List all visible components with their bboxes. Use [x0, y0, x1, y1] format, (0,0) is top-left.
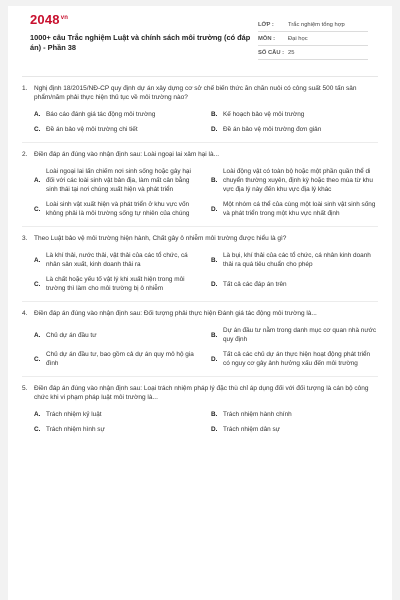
option-c[interactable]: [34, 350, 201, 368]
option-letter: A.: [34, 331, 41, 339]
option-text: Chủ dự án đầu tư, bao gồm cả dự án quy mô hộ gia đình: [46, 351, 194, 367]
option-a[interactable]: [34, 251, 201, 269]
option-letter: A.: [34, 256, 41, 264]
meta-label: SỐ CÂU :: [258, 49, 285, 56]
option-grid: [34, 326, 378, 368]
option-b[interactable]: [211, 110, 378, 119]
option-d[interactable]: [211, 275, 378, 293]
header-divider: [22, 76, 378, 77]
option-letter: C.: [34, 280, 41, 288]
option-d[interactable]: [211, 125, 378, 134]
question-number: 5.: [22, 385, 28, 392]
meta-row-count: [258, 46, 368, 60]
question-list: [22, 84, 378, 442]
meta-value: Đại học: [288, 35, 308, 42]
option-letter: B.: [211, 177, 218, 184]
question-number: 2.: [22, 151, 28, 158]
option-text: Loài ngoại lai lấn chiếm nơi sinh sống hoặc gây hại đối với các loài sinh vật bản địa, làm mất cân bằng sinh thái tại nơi chúng xuất hiện và phát triển: [46, 168, 191, 193]
option-text: Kế hoạch bảo vệ môi trường: [223, 111, 305, 118]
question-text: Điền đáp án đúng vào nhận định sau: Đối tượng phải thực hiện Đánh giá tác động môi trường là...: [34, 310, 317, 317]
document-page: [8, 6, 392, 600]
option-text: Loài động vật có toàn bộ hoặc một phần quần thể di chuyển thường xuyên, định kỳ hoặc theo mùa từ khu vực địa lý này đến khu vực địa lý khác: [223, 168, 373, 193]
logo-suffix: vn: [60, 14, 69, 21]
site-logo[interactable]: $2048^{vn}$: [30, 12, 69, 27]
option-text: Đề án bảo vệ môi trường chi tiết: [46, 126, 138, 133]
option-text: Trách nhiệm kỷ luật: [46, 411, 102, 418]
question-number: 1.: [22, 85, 28, 92]
option-letter: A.: [34, 177, 41, 184]
question-text: Điền đáp án đúng vào nhận định sau: Loại trách nhiệm pháp lý đặc thù chỉ áp dụng đối với đối tượng là cán bộ công chức khi vi phạm pháp luật môi trường là...: [34, 385, 369, 401]
option-letter: C.: [34, 355, 41, 363]
question-divider: [22, 301, 378, 302]
option-letter: B.: [211, 331, 218, 339]
option-a[interactable]: [34, 167, 201, 194]
question-number: 4.: [22, 310, 28, 317]
option-a[interactable]: [34, 326, 201, 344]
option-b[interactable]: [211, 410, 378, 419]
option-d[interactable]: [211, 200, 378, 218]
question-number: 3.: [22, 235, 28, 242]
meta-value: 25: [288, 49, 295, 56]
option-text: Loài sinh vật xuất hiện và phát triển ở khu vực vốn không phải là môi trường sống tự nhiên của chúng: [46, 201, 190, 217]
option-letter: D.: [211, 355, 218, 363]
question-divider: [22, 376, 378, 377]
meta-label: LỚP :: [258, 21, 274, 28]
option-b[interactable]: [211, 251, 378, 269]
option-letter: C.: [34, 205, 41, 213]
option-letter: C.: [34, 126, 41, 133]
option-text: Trách nhiệm hành chính: [223, 411, 292, 418]
option-letter: A.: [34, 411, 41, 418]
question-divider: [22, 226, 378, 227]
option-text: Tất cả các chủ dự án thực hiện hoạt động phát triển có nguy cơ gây ảnh hưởng xấu đến môi trường: [223, 351, 371, 367]
option-a[interactable]: [34, 410, 201, 419]
meta-label: MÔN :: [258, 35, 276, 42]
option-letter: B.: [211, 256, 218, 264]
option-c[interactable]: [34, 200, 201, 218]
option-letter: D.: [211, 280, 218, 288]
option-letter: D.: [211, 126, 218, 133]
option-text: Trách nhiệm dân sự: [223, 426, 280, 433]
option-text: Báo cáo đánh giá tác động môi trường: [46, 111, 156, 118]
option-letter: D.: [211, 426, 218, 433]
meta-value: Trắc nghiệm tổng hợp: [288, 21, 345, 28]
meta-row-subject: [258, 32, 368, 46]
meta-info: [258, 18, 368, 60]
option-grid: [34, 410, 378, 434]
question-3: [22, 234, 378, 293]
option-text: Một nhóm cá thể của cùng một loài sinh vật sinh sống và phát triển trong một khu vực nhất định: [223, 201, 376, 217]
option-b[interactable]: [211, 167, 378, 194]
question-text: Điền đáp án đúng vào nhận định sau: Loài ngoại lai xâm hại là...: [34, 151, 220, 158]
option-c[interactable]: [34, 425, 201, 434]
option-text: Là bụi, khí thải của các tổ chức, cá nhân kinh doanh thải ra quá tiêu chuẩn cho phép: [223, 252, 371, 268]
option-grid: [34, 110, 378, 134]
option-text: Dự án đầu tư nằm trong danh mục cơ quan nhà nước quy định: [223, 327, 377, 343]
option-text: Tất cả các đáp án trên: [223, 280, 287, 288]
question-2: [22, 150, 378, 218]
option-text: Là chất hoặc yếu tố vật lý khi xuất hiện trong môi trường thì làm cho môi trường bị ô nhiễm: [46, 276, 185, 292]
question-5: [22, 384, 378, 434]
question-divider: [22, 142, 378, 143]
option-text: Trách nhiệm hình sự: [46, 426, 105, 433]
option-grid: [34, 251, 378, 293]
option-b[interactable]: [211, 326, 378, 344]
question-1: [22, 84, 378, 134]
option-grid: [34, 167, 378, 218]
option-letter: B.: [211, 111, 218, 118]
option-letter: A.: [34, 111, 41, 118]
option-letter: C.: [34, 426, 41, 433]
option-c[interactable]: [34, 275, 201, 293]
option-letter: D.: [211, 205, 218, 213]
option-d[interactable]: [211, 425, 378, 434]
option-d[interactable]: [211, 350, 378, 368]
document-header: [8, 6, 392, 70]
option-text: Đề án bảo vệ môi trường đơn giản: [223, 126, 322, 133]
option-c[interactable]: [34, 125, 201, 134]
option-text: Chủ dự án đầu tư: [46, 331, 97, 339]
option-text: Là khí thải, nước thải, vật thải của các tổ chức, cá nhân sản xuất, kinh doanh thải ra: [46, 252, 188, 268]
question-text: Theo Luật bảo vệ môi trường hiện hành, Chất gây ô nhiễm môi trường được hiểu là gì?: [34, 235, 287, 242]
option-letter: B.: [211, 411, 218, 418]
document-title: 1000+ câu Trắc nghiệm Luật và chính sách môi trường (có đáp án) - Phần 38: [30, 33, 251, 52]
question-4: [22, 309, 378, 368]
meta-row-class: [258, 18, 368, 32]
question-text: Nghị định 18/2015/NĐ-CP quy định dự án xây dựng cơ sở chế biến thức ăn chăn nuôi có công suất 500 tấn sản phẩm/năm phải thực hiện thủ tục về môi trường nào?: [34, 85, 357, 101]
option-a[interactable]: [34, 110, 201, 119]
